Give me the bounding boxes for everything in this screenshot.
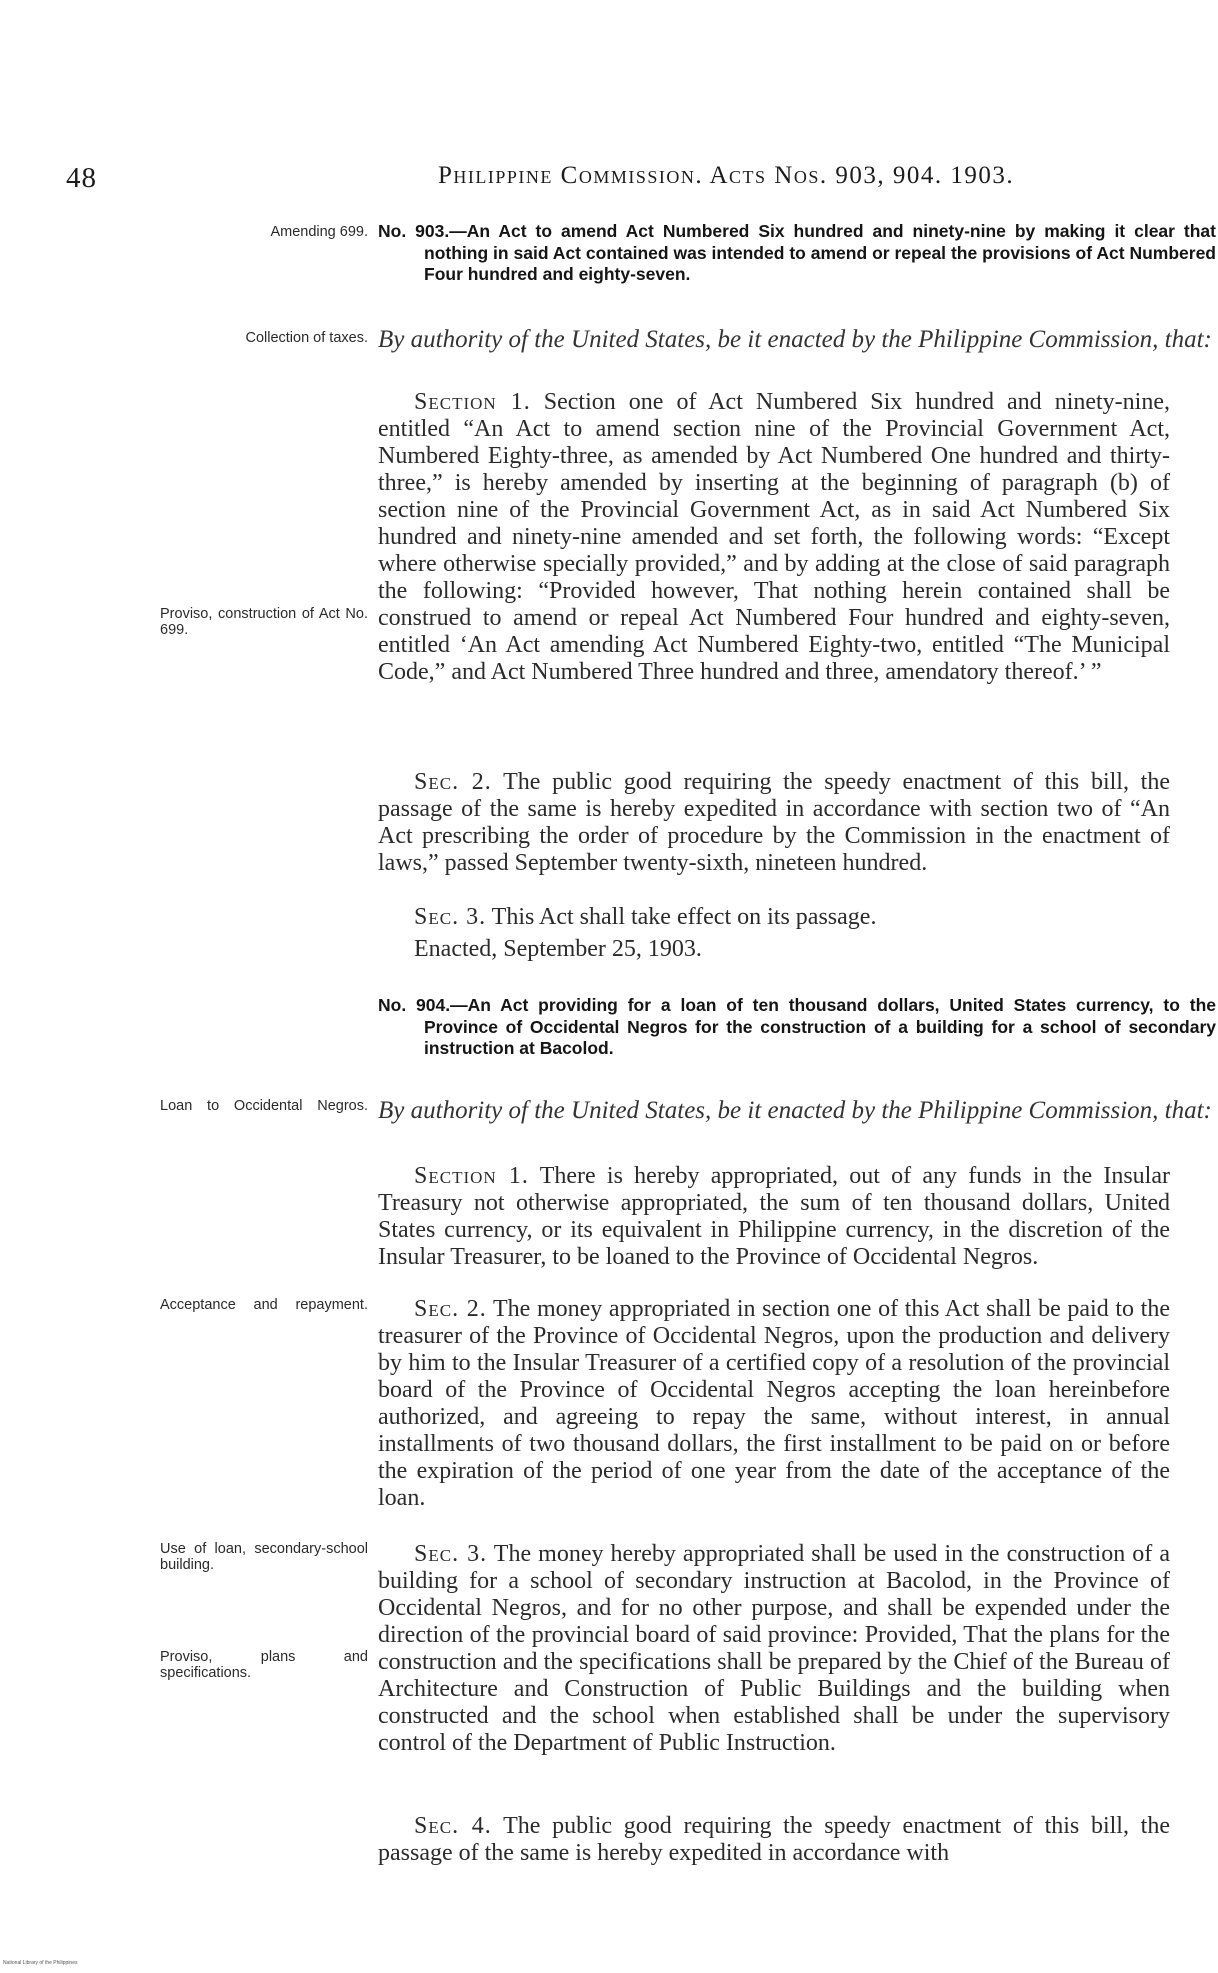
margin-note-proviso-699: Proviso, construction of Act No. 699. — [160, 606, 368, 638]
margin-note-proviso-plans: Proviso, plans and specifications. — [160, 1649, 368, 1681]
act-904-section-2 — [378, 1296, 1170, 1512]
section-lead: Sec. 4. — [414, 1813, 492, 1839]
margin-note-loan: Loan to Occidental Negros. — [160, 1098, 368, 1114]
section-text: Section one of Act Numbered Six hundred and ninety-nine, entitled “An Act to amend section nine of the Provincial Government Act, Numbered Eighty-three, as amended by Act Numbered One hundred and thirty-three,” is hereby amended by inserting at the beginning of paragraph (b) of section nine of the Provincial Government Act, as in said Act Numbered Six hundred and ninety-nine amended and set forth, the following words: “Except where otherwise specially provided,” and by adding at the close of said paragraph the following: “Provided however, That nothing herein contained shall be construed to amend or repeal Act Numbered Four hundred and eighty-seven, entitled ‘An Act amending Act Numbered Eighty-two, entitled “The Municipal Code,” and Act Numbered Three hundred and three, amendatory thereof.’ ” — [378, 389, 1170, 685]
section-lead: Sec. 2. — [414, 769, 492, 795]
act-904-heading: No. 904.—An Act providing for a loan of ten thousand dollars, United States currency, to the Province of Occidental Negros for the construction of a building for a school of secondary instruction at Bacolod. — [378, 995, 1216, 1058]
act-904-section-4 — [378, 1813, 1170, 1867]
page-header — [0, 162, 1218, 196]
section-text: The money appropriated in section one of this Act shall be paid to the treasurer of the Province of Occidental Negros, upon the production and delivery by him to the Insular Treasurer of a certified copy of a resolution of the provincial board of the Province of Occidental Negros accepting the loan hereinbefore authorized, and agreeing to repay the same, without interest, in annual installments of two thousand dollars, the first installment to be paid on or before the expiration of the period of one year from the date of the acceptance of the loan. — [378, 1296, 1170, 1511]
section-text: The public good requiring the speedy enactment of this bill, the passage of the same is hereby expedited in accordance with section two of “An Act prescribing the order of procedure by the Commission in the enactment of laws,” passed September twenty-sixth, nineteen hundred. — [378, 769, 1170, 876]
act-904-section-1 — [378, 1163, 1170, 1271]
margin-note-use-of-loan: Use of loan, secondary-school building. — [160, 1541, 368, 1573]
act-904-authority: By authority of the United States, be it enacted by the Philippine Commission, that: — [378, 1097, 1212, 1124]
section-text: There is hereby appropriated, out of any funds in the Insular Treasury not otherwise appropriated, the sum of ten thousand dollars, United States currency, or its equivalent in Philippine currency, in the discretion of the Insular Treasurer, to be loaned to the Province of Occidental Negros. — [378, 1163, 1170, 1270]
margin-note-amending: Amending 699. — [270, 224, 368, 240]
act-904-section-3 — [378, 1541, 1170, 1757]
act-903-enacted: Enacted, September 25, 1903. — [414, 936, 702, 962]
section-lead: Sec. 3. — [414, 1541, 488, 1567]
section-text: The public good requiring the speedy enactment of this bill, the passage of the same is hereby expedited in accordance with — [378, 1813, 1170, 1866]
section-lead: Section 1. — [414, 389, 531, 415]
section-lead: Section 1. — [414, 1163, 529, 1189]
running-head: Philippine Commission. Acts Nos. 903, 904. 1903. — [438, 162, 1015, 189]
margin-note-acceptance: Acceptance and repayment. — [160, 1297, 368, 1313]
act-903-section-3 — [378, 904, 1170, 931]
act-903-heading: No. 903.—An Act to amend Act Numbered Six hundred and ninety-nine by making it clear that nothing in said Act contained was intended to amend or repeal the provisions of Act Numbered Four hundred and eighty-seven. — [378, 221, 1216, 284]
footer-stamp: National Library of the Philippines — [3, 1960, 78, 1966]
act-903-section-2 — [378, 769, 1170, 877]
section-text: The money hereby appropriated shall be used in the construction of a building for a school of secondary instruction at Bacolod, in the Province of Occidental Negros, and for no other purpose, and shall be expended under the direction of the provincial board of said province: Provided, That the plans for the construction and the specifications shall be prepared by the Chief of the Bureau of Architecture and Construction of Public Buildings and the building when constructed and the school when established shall be under the supervisory control of the Department of Public Instruction. — [378, 1541, 1170, 1756]
margin-note-collection: Collection of taxes. — [245, 330, 368, 346]
section-lead: Sec. 3. — [414, 904, 487, 930]
section-lead: Sec. 2. — [414, 1296, 487, 1322]
section-text: This Act shall take effect on its passage. — [491, 904, 877, 930]
act-903-authority: By authority of the United States, be it enacted by the Philippine Commission, that: — [378, 326, 1212, 353]
page-number: 48 — [66, 162, 97, 194]
act-903-section-1 — [378, 389, 1170, 686]
